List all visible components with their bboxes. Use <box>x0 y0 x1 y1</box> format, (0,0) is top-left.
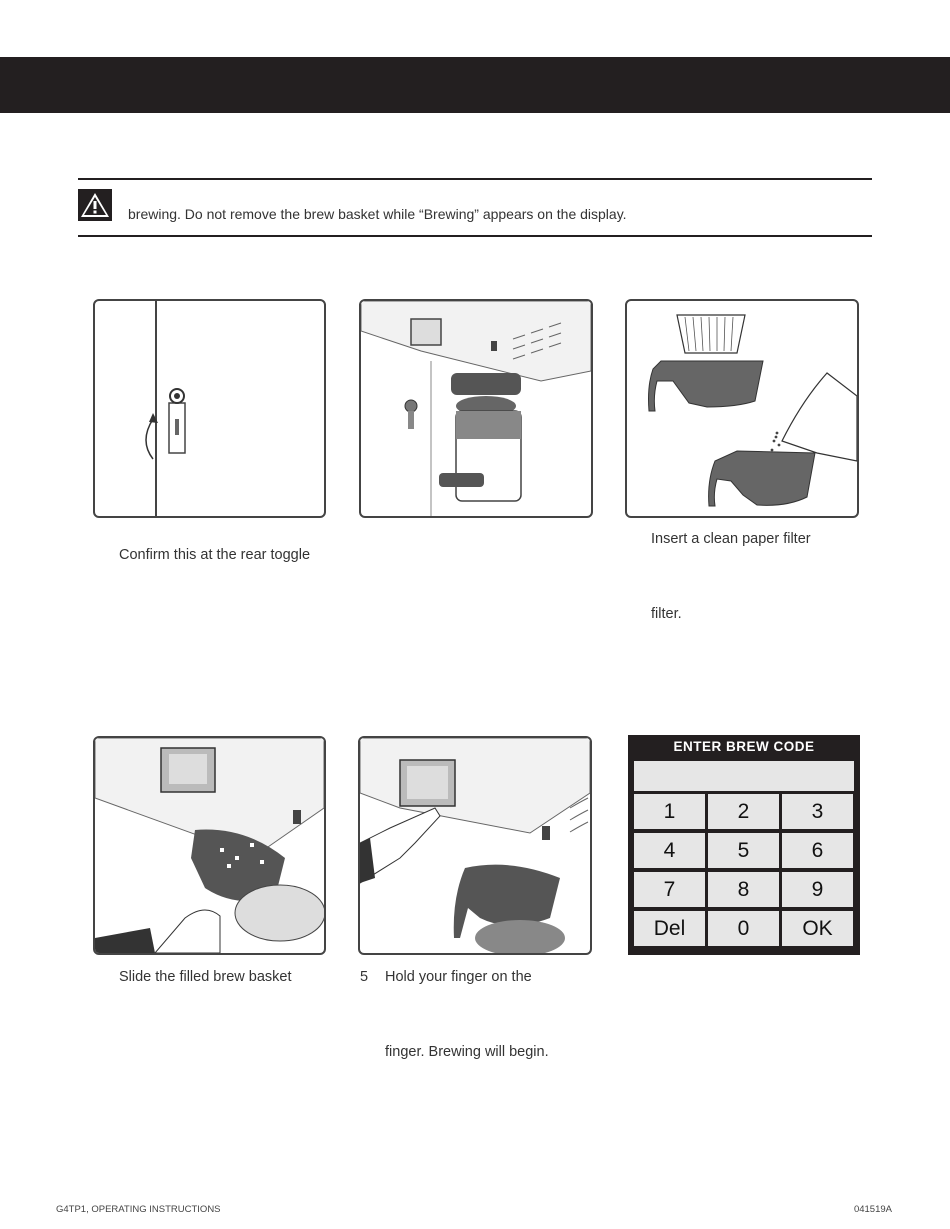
illustration-brewer-server <box>359 299 593 518</box>
step-4-caption: Slide the filled brew basket <box>119 969 292 985</box>
step-3-caption-line-1: Insert a clean paper filter <box>651 531 811 547</box>
keypad-key-0[interactable]: 0 <box>708 911 779 946</box>
header-bar <box>0 57 950 113</box>
keypad-key-4[interactable]: 4 <box>634 833 705 868</box>
illustration-rear-toggle <box>93 299 326 518</box>
keypad-key-6[interactable]: 6 <box>782 833 853 868</box>
warning-box <box>78 178 872 237</box>
step-3-caption-line-2: filter. <box>651 606 682 622</box>
illustration-slide-brew-basket <box>93 736 326 955</box>
keypad-key-del[interactable]: Del <box>634 911 705 946</box>
keypad-key-1[interactable]: 1 <box>634 794 705 829</box>
keypad-key-8[interactable]: 8 <box>708 872 779 907</box>
footer-left: G4TP1, OPERATING INSTRUCTIONS <box>56 1204 221 1215</box>
keypad-key-9[interactable]: 9 <box>782 872 853 907</box>
brew-code-keypad <box>628 735 860 955</box>
warning-text: brewing. Do not remove the brew basket while “Brewing” appears on the display. <box>128 206 627 222</box>
keypad-key-2[interactable]: 2 <box>708 794 779 829</box>
keypad-display <box>634 761 854 791</box>
keypad-title: ENTER BREW CODE <box>673 739 815 754</box>
keypad-key-ok[interactable]: OK <box>782 911 853 946</box>
step-1-caption: Confirm this at the rear toggle <box>119 547 311 563</box>
warning-triangle-icon <box>78 189 112 221</box>
keypad-key-3[interactable]: 3 <box>782 794 853 829</box>
footer-right: 041519A <box>853 1204 892 1215</box>
illustration-paper-filter <box>625 299 859 518</box>
keypad-key-7[interactable]: 7 <box>634 872 705 907</box>
step-5-caption-line-2: finger. Brewing will begin. <box>385 1044 549 1060</box>
illustration-hold-finger <box>358 736 592 955</box>
step-5-caption-line-1: Hold your finger on the <box>385 969 532 985</box>
keypad-key-5[interactable]: 5 <box>708 833 779 868</box>
step-5-number: 5 <box>360 969 369 985</box>
